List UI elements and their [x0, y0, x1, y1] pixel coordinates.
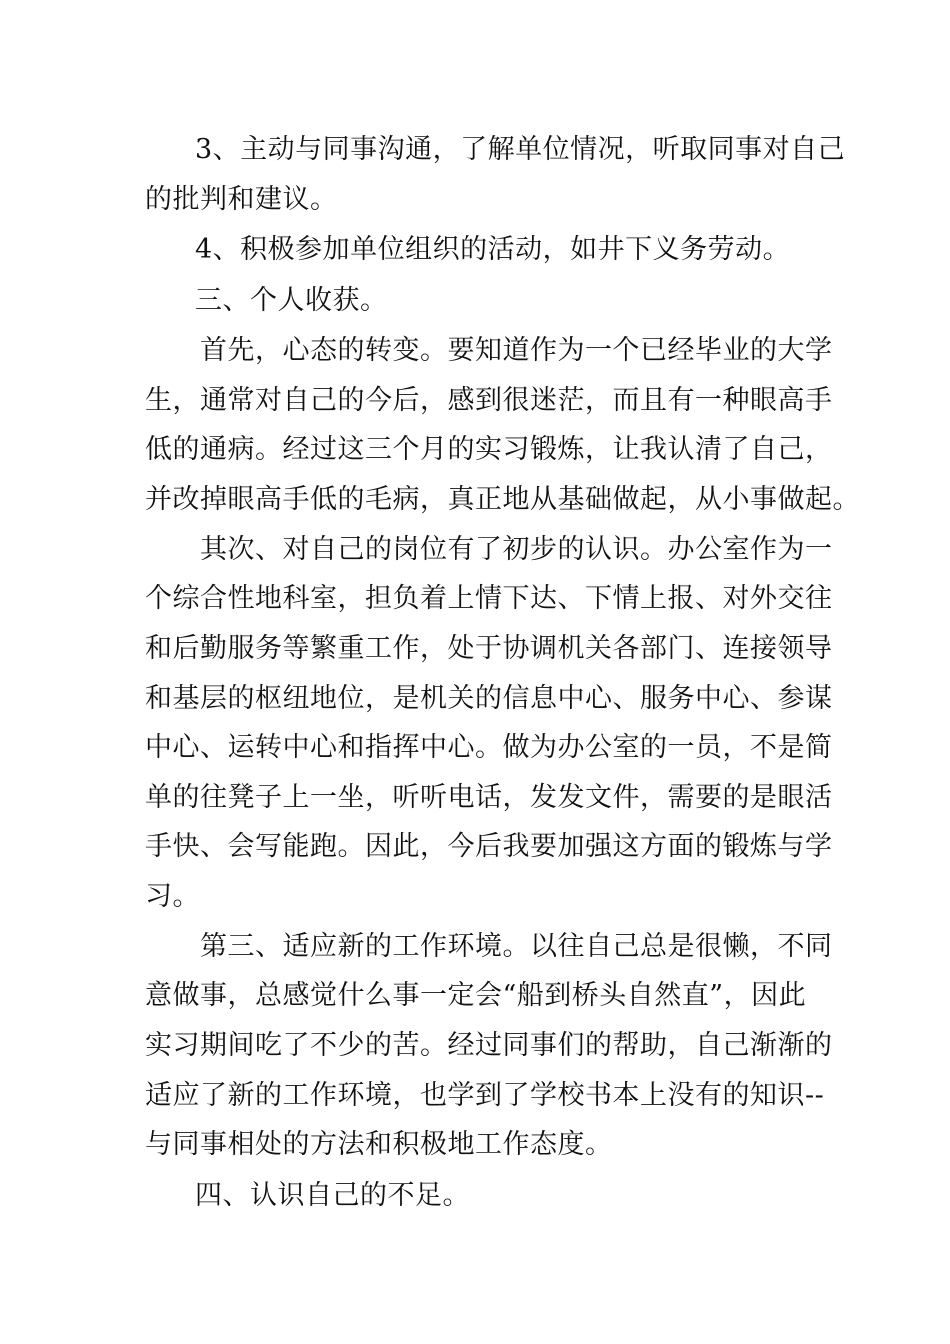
paragraph-line: 其次、对自己的岗位有了初步的认识。办公室作为一 — [200, 534, 833, 565]
paragraph-line: 4、积极参加单位组织的活动，如井下义务劳动。 — [195, 234, 791, 265]
paragraph-line: 中心、运转中心和指挥中心。做为办公室的一员，不是简 — [145, 732, 833, 763]
paragraph-line: 习。 — [145, 881, 200, 912]
paragraph-line: 手快、会写能跑。因此，今后我要加强这方面的锻炼与学 — [145, 831, 833, 862]
paragraph-line: 的批判和建议。 — [145, 184, 338, 215]
paragraph-line: 3、主动与同事沟通，了解单位情况，听取同事对自己 — [195, 134, 846, 165]
paragraph-line: 并改掉眼高手低的毛病，真正地从基础做起，从小事做起。 — [145, 484, 860, 515]
section-heading: 四、认识自己的不足。 — [195, 1180, 470, 1211]
paragraph-line: 首先，心态的转变。要知道作为一个已经毕业的大学 — [200, 335, 833, 366]
paragraph-line: 和基层的枢纽地位，是机关的信息中心、服务中心、参谋 — [145, 683, 833, 714]
paragraph-line: 意做事，总感觉什么事一定会“船到桥头自然直”，因此 — [145, 980, 807, 1011]
section-heading: 三、个人收获。 — [195, 285, 388, 316]
paragraph-line: 实习期间吃了不少的苦。经过同事们的帮助，自己渐渐的 — [145, 1030, 833, 1061]
paragraph-line: 适应了新的工作环境，也学到了学校书本上没有的知识-- — [145, 1080, 825, 1111]
paragraph-line: 生，通常对自己的今后，感到很迷茫，而且有一种眼高手 — [145, 385, 833, 416]
paragraph-line: 个综合性地科室，担负着上情下达、下情上报、对外交往 — [145, 583, 833, 614]
paragraph-line: 单的往凳子上一坐，听听电话，发发文件，需要的是眼活 — [145, 782, 833, 813]
paragraph-line: 低的通病。经过这三个月的实习锻炼，让我认清了自己， — [145, 434, 833, 465]
paragraph-line: 第三、适应新的工作环境。以往自己总是很懒，不同 — [200, 931, 833, 962]
paragraph-line: 和后勤服务等繁重工作，处于协调机关各部门、连接领导 — [145, 633, 833, 664]
paragraph-line: 与同事相处的方法和积极地工作态度。 — [145, 1129, 613, 1160]
